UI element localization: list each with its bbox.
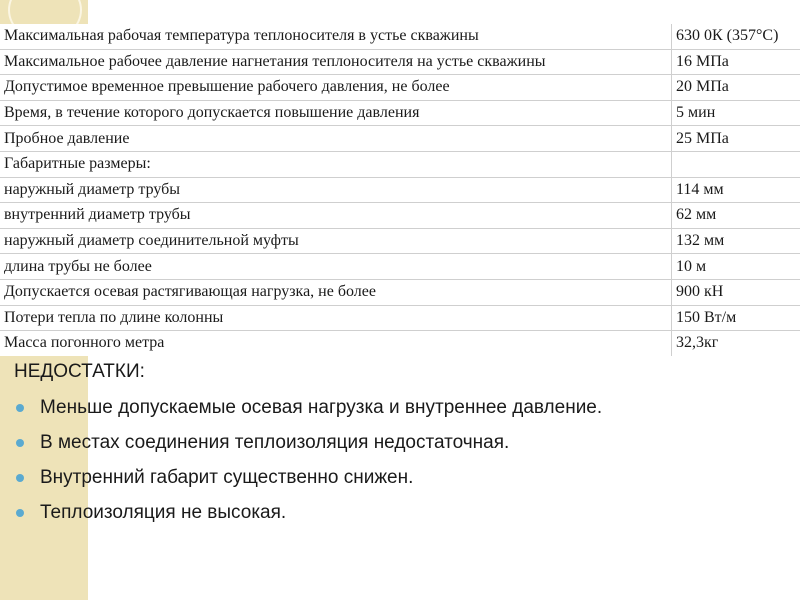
list-item-text: Меньше допускаемые осевая нагрузка и внутреннее давление.	[40, 397, 603, 418]
param-cell: Допустимое временное превышение рабочего давления, не более	[0, 75, 672, 101]
table-row	[0, 228, 800, 254]
table-row	[0, 305, 800, 331]
table-row	[0, 126, 800, 152]
param-cell: наружный диаметр трубы	[0, 177, 672, 203]
value-cell: 10 м	[672, 254, 800, 280]
param-cell: Габаритные размеры:	[0, 151, 672, 177]
drawbacks-heading: НЕДОСТАТКИ:	[14, 361, 145, 382]
table-row	[0, 254, 800, 280]
table-row	[0, 151, 800, 177]
table-row	[0, 177, 800, 203]
list-item	[14, 466, 784, 490]
value-cell: 62 мм	[672, 203, 800, 229]
specifications-table	[0, 24, 800, 356]
value-cell: 114 мм	[672, 177, 800, 203]
param-cell: наружный диаметр соединительной муфты	[0, 228, 672, 254]
param-cell: Время, в течение которого допускается повышение давления	[0, 100, 672, 126]
drawbacks-list	[14, 396, 784, 525]
param-cell: Потери тепла по длине колонны	[0, 305, 672, 331]
param-cell: внутренний диаметр трубы	[0, 203, 672, 229]
value-cell: 900 кН	[672, 279, 800, 305]
value-cell: 132 мм	[672, 228, 800, 254]
param-cell: Максимальная рабочая температура теплоносителя в устье скважины	[0, 24, 672, 49]
value-cell: 25 МПа	[672, 126, 800, 152]
value-cell: 20 МПа	[672, 75, 800, 101]
list-item	[14, 501, 784, 525]
param-cell: Пробное давление	[0, 126, 672, 152]
drawbacks-section	[14, 360, 784, 536]
value-cell: 32,3кг	[676, 334, 719, 352]
table-row	[0, 331, 800, 356]
bullet-icon	[16, 404, 24, 412]
param-cell: Допускается осевая растягивающая нагрузка, не более	[0, 279, 672, 305]
bullet-icon	[16, 509, 24, 517]
param-cell: длина трубы не более	[0, 254, 672, 280]
bullet-icon	[16, 474, 24, 482]
table-row	[0, 279, 800, 305]
table-row	[0, 203, 800, 229]
list-item-text: Внутренний габарит существенно снижен.	[40, 467, 414, 488]
table-row	[0, 100, 800, 126]
value-cell: 16 МПа	[672, 49, 800, 75]
table-row	[0, 75, 800, 101]
list-item	[14, 396, 784, 420]
table-row	[0, 24, 800, 49]
list-item-text: В местах соединения теплоизоляция недостаточная.	[40, 432, 510, 453]
value-cell: 150 Вт/м	[672, 305, 800, 331]
param-cell: Масса погонного метра	[0, 331, 672, 356]
param-cell: Максимальное рабочее давление нагнетания теплоносителя на устье скважины	[0, 49, 672, 75]
table-row	[0, 49, 800, 75]
list-item	[14, 431, 784, 455]
value-cell	[672, 151, 800, 177]
value-cell: 5 мин	[672, 100, 800, 126]
bullet-icon	[16, 439, 24, 447]
list-item-text: Теплоизоляция не высокая.	[40, 502, 287, 523]
value-cell: 630 0К (357°С)	[672, 24, 800, 49]
